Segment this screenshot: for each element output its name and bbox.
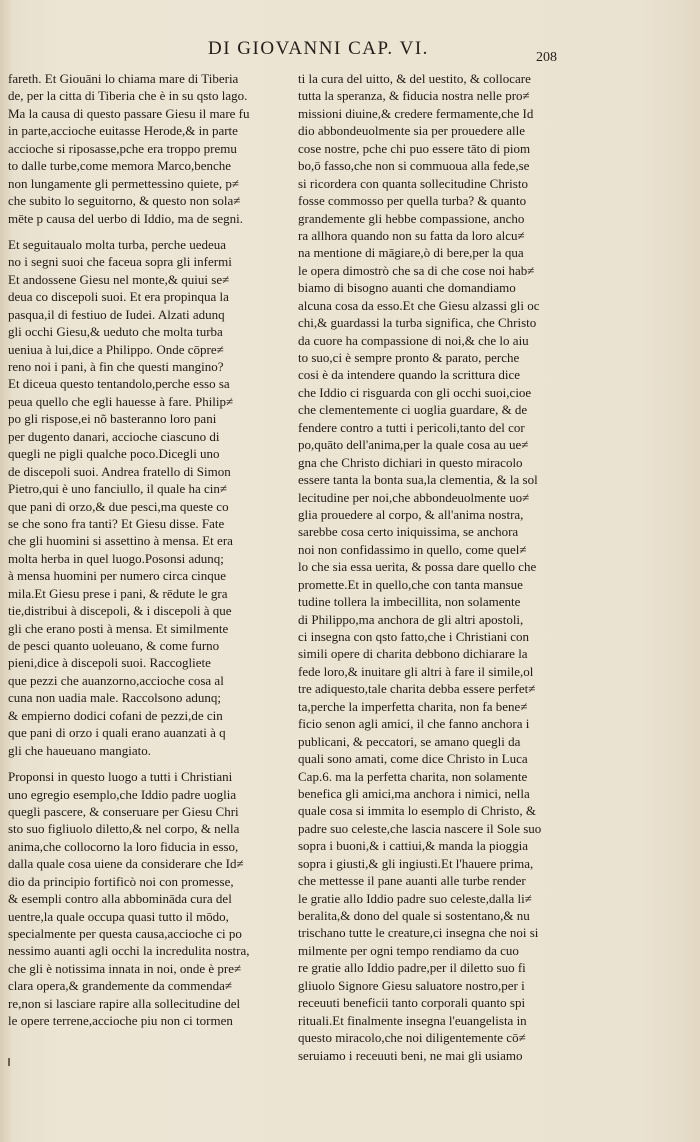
text-line: Et diceua questo tentandolo,perche esso sa [8,376,230,392]
text-line: simili opere di charita debbono dichiarare la [298,646,528,662]
text-line: fareth. Et Giouāni lo chiama mare di Tiberia [8,71,239,86]
text-line: receuuti beneficii tanto corporali quanto spi [298,995,526,1011]
text-line: cose nostre, pche chi puo essere tāto di piom [298,140,531,156]
text-line: que pani di orzo i quali erano auanzati à q [8,725,226,741]
text-line: Cap.6. ma la perfetta charita, non solamente [298,768,528,784]
text-line: de pesci quanto uoleuano, & come furno [8,638,220,653]
text-line: ueniua à lui,dice a Philippo. Onde cōpre≠ [8,341,224,357]
text-line: re,non si lasciare rapire alla sollecitudine del [8,995,241,1011]
text-line: dio da principio fortificò noi con promesse, [8,873,234,889]
text-line: chi,& guardassi la turba significa, che Christo [298,315,537,331]
text-line: che Iddio ci risguarda con gli occhi suoi,cioe [298,384,532,400]
text-line: se che sono fra tanti? Et Giesu disse. Fate [8,515,225,531]
text-line: dio abbondeuolmente sia per prouedere alle [298,123,526,139]
text-line: quegli ne pigli qualche poco.Dicegli uno [8,446,220,462]
text-line: Ma la causa di questo passare Giesu il mare fu [8,105,250,121]
text-line: peua quello che egli hauesse à fare. Philip≠ [8,393,234,409]
text-line: uentre,la quale occupa quasi tutto il mōdo, [8,908,229,924]
text-line: cuna non uadia male. Raccolsono adunq; [8,690,221,706]
text-line: Proponsi in questo luogo a tutti i Christiani [8,769,233,785]
text-line: accioche si riposasse,pche era troppo premu [8,140,237,156]
text-line: re gratie allo Iddio padre,per il diletto suo fi [298,960,526,976]
text-line: non lungamente gli permettessino quiete, p≠ [8,175,239,191]
text-line: per dugento danari, accioche ciascuno di [8,428,220,444]
text-line: to suo,ci è sempre pronto & parato, perche [298,350,520,365]
text-line: uno egregio esemplo,che Iddio padre uoglia [8,786,237,802]
text-line: beralita,& dono del quale si sostentano,& nu [298,908,530,923]
text-line: nessimo auanti agli occhi la incredulita nostra, [8,943,250,959]
text-line: publicani, & peccatori, se amano quegli da [298,733,521,749]
margin-mark [8,1058,10,1066]
text-line: sto suo figliuolo diletto,& nel corpo, & nella [8,821,240,837]
text-line: Et andossene Giesu nel monte,& quiui se≠ [8,271,230,287]
text-line: questo miracolo,che noi diligentemente cō≠ [298,1030,526,1046]
text-line: lecitudine per noi,che abbondeuolmente uo≠ [298,489,530,505]
text-line: lo che sia essa uerita, & possa dare quello che [298,559,537,575]
text-line: biamo di bisogno auanti che domandiamo [298,280,516,296]
text-line: cosi è da intendere quando la scrittura dice [298,367,520,383]
text-line: quegli pascere, & conseruare per Giesu Chri [8,803,239,819]
text-line: le opere terrene,accioche piu non ci tormen [8,1013,233,1029]
text-line: gliuolo Signore Giesu saluatore nostro,per i [298,977,525,993]
text-line: glia prouedere al corpo, & all'anima nostra, [298,506,524,522]
text-line: alcuna cosa da esso.Et che Giesu alzassi gli oc [298,297,540,313]
text-line: ci insegna con qsto fatto,che i Christiani con [298,629,530,644]
text-line: & empierno dodici cofani de pezzi,de cin [8,707,223,723]
text-line: dalla quale cosa uiene da considerare che Id≠ [8,856,244,872]
left-column [8,70,290,1030]
text-line: no i segni suoi che faceua sopra gli infermi [8,254,232,270]
text-line: anima,che collocorno la loro fiducia in esso, [8,838,239,854]
text-line: quali sono amati, come dice Christo in Luca [298,751,528,767]
text-line: specialmente per questa causa,accioche ci po [8,926,242,941]
text-line: na mentione di māgiare,ò di bere,per la qua [298,245,524,261]
text-line: grandemente gli hebbe compassione, ancho [298,210,525,226]
text-line: pasqua,il di festiuo de Iudei. Alzati adunq [8,306,225,322]
text-line: pieni,dice à discepoli suoi. Raccogliete [8,655,211,671]
text-line: Et seguitaualo molta turba, perche uedeua [8,236,227,252]
text-line: ti la cura del uitto, & del uestito, & collocare [298,71,531,86]
text-line: ficio senon agli amici, il che fanno anchora i [298,716,530,732]
page-number: 208 [536,50,557,65]
text-line: que pezzi che auanzorno,accioche cosa al [8,672,224,688]
text-line: de, per la citta di Tiberia che è in su qsto lago. [8,88,248,104]
text-line: deua co discepoli suoi. Et era propinqua la [8,289,229,305]
text-line: milmente per ogni tempo rendiamo da cuo [298,942,519,958]
text-line: tudine tollera la imbecillita, non solamente [298,594,521,610]
text-line: si ricordera con quanta sollecitudine Christo [298,175,528,191]
text-line: fosse commosso per quella turba? & quanto [298,193,527,209]
text-line: che mettesse il pane auanti alle turbe render [298,873,526,889]
text-line: di Philippo,ma anchora de gli altri apostoli, [298,611,524,627]
text-line: & esempli contro alla abbomināda cura del [8,891,232,907]
text-line: clara opera,& grandemente da commenda≠ [8,978,233,994]
text-line: che subito lo seguitorno, & questo non sola≠ [8,193,241,209]
text-line: fendere contro a tutti i pericoli,tanto del cor [298,419,525,435]
text-line: de discepoli suoi. Andrea fratello di Simon [8,463,231,479]
text-line: le gratie allo Iddio padre suo celeste,dalla li≠ [298,890,532,906]
text-line: tutta la speranza, & fiducia nostra nelle pro≠ [298,88,530,104]
text-line: che gli huomini si assettino à mensa. Et era [8,533,233,549]
text-line: che clementemente ci uoglia guardare, & de [298,402,528,418]
text-line: seruiamo i receuuti beni, ne mai gli usiamo [298,1047,523,1063]
text-line: tre adiquesto,tale charita debba essere perfet≠ [298,681,536,697]
text-line: missioni diuine,& credere fermamente,che Id [298,105,534,121]
paragraph [8,768,290,1030]
text-line: reno noi i pani, à fin che questi mangino? [8,359,224,374]
text-line: sopra i giusti,& gli ingiusti.Et l'hauere prima, [298,855,534,871]
text-line: que pani di orzo,& due pesci,ma queste co [8,498,229,514]
right-column [298,70,598,1064]
text-line: padre suo celeste,che lascia nascere il Sole suo [298,820,542,836]
text-line: rituali.Et finalmente insegna l'euangelista in [298,1012,527,1028]
text-line: fede loro,& inuitare gli altri à fare il simile,ol [298,663,534,679]
text-line: noi non confidassimo in quello, come quel≠ [298,541,527,557]
text-line: gli occhi Giesu,& ueduto che molta turba [8,324,223,340]
text-line: da cuore ha compassione di noi,& che lo aiu [298,332,529,348]
text-line: gna che Christo dichiari in questo miracolo [298,454,523,470]
text-line: in parte,accioche euitasse Herode,& in parte [8,123,238,139]
text-line: molta herba in quel luogo.Posonsi adunq; [8,550,224,566]
text-line: mila.Et Giesu prese i pani, & rēdute le gra [8,585,228,601]
text-line: mēte p causa del uerbo di Iddio, ma de segni. [8,210,244,226]
text-line: ta,perche la imperfetta charita, non fa bene≠ [298,698,528,714]
text-line: po,quāto dell'anima,per la quale cosa au ue≠ [298,437,529,453]
text-line: sarebbe cosa certo iniquissima, se anchora [298,524,519,540]
running-title: DI GIOVANNI CAP. VI. [208,38,429,59]
text-line: gli che haueuano mangiato. [8,742,151,758]
text-line: benefica gli amici,ma anchora i nimici, nella [298,785,530,801]
paragraph [8,236,290,759]
paragraph [8,70,290,227]
text-line: che gli è notissima innata in noi, onde è pre≠ [8,960,242,976]
text-line: po gli rispose,ei nõ basteranno loro pani [8,411,217,427]
text-line: quale cosa si immita lo esemplo di Christo, & [298,803,536,819]
text-line: à mensa huomini per numero circa cinque [8,568,227,584]
paragraph [298,70,598,1064]
text-line: trischano tutte le creature,ci insegna che noi si [298,925,539,941]
text-line: sopra i buoni,& i cattiui,& manda la pioggia [298,838,528,854]
text-line: essere tanta la bonta sua,la clementia, & la sol [298,472,538,488]
text-line: ra allhora quando non su fatta da loro alcu≠ [298,227,525,243]
text-line: le opera dimostrò che sa di che cose noi hab≠ [298,262,535,278]
text-line: bo,ō fasso,che non si commuoua alla fede,se [298,158,530,174]
text-line: to dalle turbe,come memora Marco,benche [8,158,232,174]
text-line: gli che erano posti à mensa. Et similmente [8,620,229,636]
text-line: tie,distribui à discepoli, & i discepoli à que [8,603,232,619]
text-line: Pietro,qui è uno fanciullo, il quale ha cin≠ [8,481,228,497]
text-line: promette.Et in quello,che con tanta mansue [298,576,523,592]
